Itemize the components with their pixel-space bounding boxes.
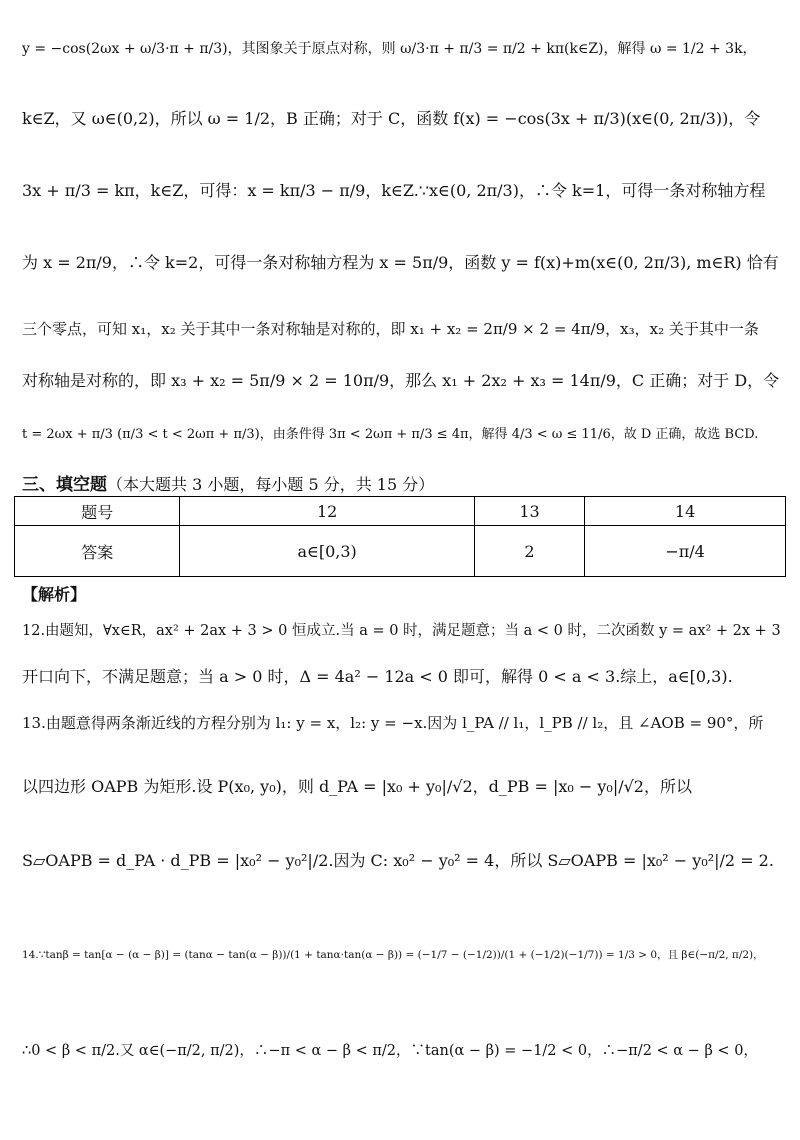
row-label-answer: 答案 xyxy=(15,526,180,577)
section-note: （本大题共 3 小题，每小题 5 分，共 15 分） xyxy=(107,475,435,494)
solution-13-line-3: S▱OAPB = d_PA · d_PB = |x₀² − y₀²|/2.因为 C: x₀² − y₀² = 4，所以 S▱OAPB = |x₀² − y₀²|/2 = 2. xyxy=(22,851,774,870)
solution-12-line-1: 12.由题知，∀x∈R，ax² + 2ax + 3 > 0 恒成立.当 a = 0 时，满足题意；当 a < 0 时，二次函数 y = ax² + 2x + 3 xyxy=(22,623,781,639)
solution-12-line-2: 开口向下，不满足题意；当 a > 0 时，Δ = 4a² − 12a < 0 即可，解得 0 < a < 3.综上，a∈[0,3). xyxy=(22,667,733,686)
solution-line-7: t = 2ωx + π/3 (π/3 < t < 2ωπ + π/3)，由条件得 3π < 2ωπ + π/3 ≤ 4π，解得 4/3 < ω ≤ 11/6，故 D 正确，故选 BCD. xyxy=(22,427,759,442)
solution-14-line-1: 14.∵tanβ = tan[α − (α − β)] = (tanα − tan(α − β))/(1 + tanα·tan(α − β)) = (−1/7 − (−1/2))/(1 + (−1/2)(−1/7)) = 1/3 > 0，且 β∈(−π/2, π/2)， xyxy=(22,949,764,961)
row-label-number: 题号 xyxy=(15,497,180,526)
table-row xyxy=(15,526,786,577)
solution-line-5: 三个零点，可知 x₁，x₂ 关于其中一条对称轴是对称的，即 x₁ + x₂ = 2π/9 × 2 = 4π/9，x₃，x₂ 关于其中一条 xyxy=(22,320,759,338)
solution-line-3: 3x + π/3 = kπ，k∈Z，可得：x = kπ/3 − π/9，k∈Z.∵x∈(0, 2π/3)，∴令 k=1，可得一条对称轴方程 xyxy=(22,181,766,200)
solution-13-line-1: 13.由题意得两条渐近线的方程分别为 l₁: y = x，l₂: y = −x.因为 l_PA // l₁，l_PB // l₂，且 ∠AOB = 90°，所 xyxy=(22,714,764,732)
table-row xyxy=(15,497,786,526)
solution-line-4: 为 x = 2π/9，∴令 k=2，可得一条对称轴方程为 x = 5π/9，函数 y = f(x)+m(x∈(0, 2π/3), m∈R) 恰有 xyxy=(22,253,779,272)
answer-table xyxy=(14,496,786,577)
solution-line-6: 对称轴是对称的，即 x₃ + x₂ = 5π/9 × 2 = 10π/9，那么 x₁ + 2x₂ + x₃ = 14π/9，C 正确；对于 D，令 xyxy=(22,371,780,390)
question-number-cell: 12 xyxy=(180,497,474,526)
question-number-cell: 13 xyxy=(474,497,584,526)
answer-cell: −π/4 xyxy=(585,526,786,577)
answer-cell: 2 xyxy=(474,526,584,577)
section-heading xyxy=(22,470,434,495)
solution-line-1: y = −cos(2ωx + ω/3·π + π/3)，其图象关于原点对称，则 ω/3·π + π/3 = π/2 + kπ(k∈Z)，解得 ω = 1/2 + 3k， xyxy=(22,41,757,57)
solution-13-line-2: 以四边形 OAPB 为矩形.设 P(x₀, y₀)，则 d_PA = |x₀ + y₀|/√2，d_PB = |x₀ − y₀|/√2，所以 xyxy=(22,777,692,796)
question-number-cell: 14 xyxy=(585,497,786,526)
solution-line-2: k∈Z，又 ω∈(0,2)，所以 ω = 1/2，B 正确；对于 C，函数 f(x) = −cos(3x + π/3)(x∈(0, 2π/3))，令 xyxy=(22,109,761,128)
section-title: 三、填空题 xyxy=(22,475,107,495)
solution-14-line-2: ∴0 < β < π/2.又 α∈(−π/2, π/2)，∴−π < α − β < π/2，∵tan(α − β) = −1/2 < 0，∴−π/2 < α − β < 0， xyxy=(22,1043,758,1059)
analysis-label: 【解析】 xyxy=(22,585,87,604)
answer-cell: a∈[0,3) xyxy=(180,526,474,577)
